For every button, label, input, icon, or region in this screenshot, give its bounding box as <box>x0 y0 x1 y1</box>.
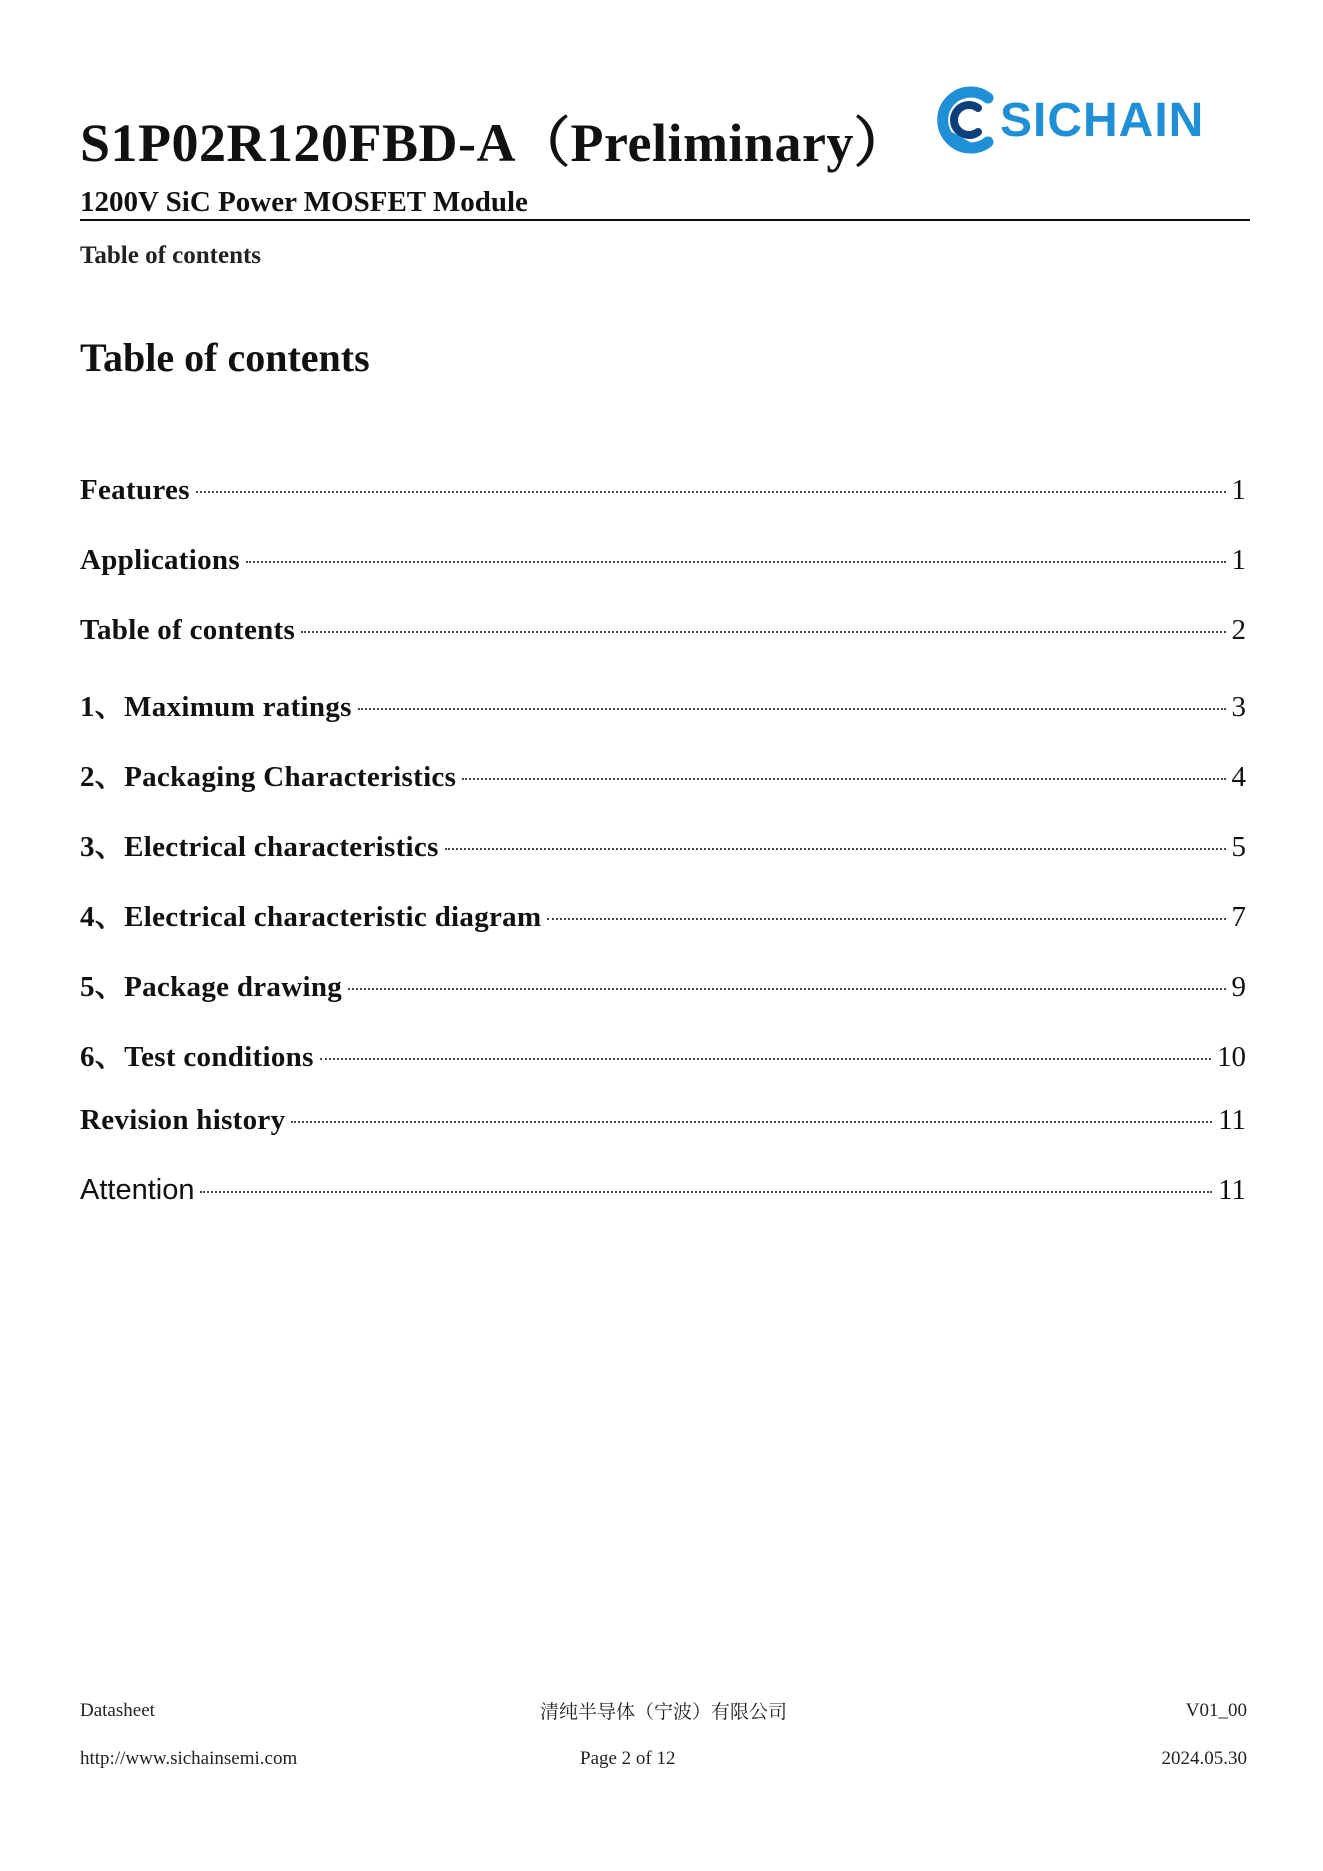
toc-entry-page: 9 <box>1231 971 1246 1003</box>
toc-entry-page: 7 <box>1231 901 1246 933</box>
toc-entry-packaging-characteristics[interactable] <box>80 754 1246 824</box>
dot-leader <box>301 631 1225 633</box>
toc-entry-page: 5 <box>1231 831 1246 863</box>
footer-version: V01_00 <box>1185 1700 1247 1721</box>
document-subtitle: 1200V SiC Power MOSFET Module <box>80 186 528 218</box>
footer-website-link[interactable]: http://www.sichainsemi.com <box>80 1748 298 1769</box>
toc-entry-electrical-characteristics[interactable] <box>80 824 1246 894</box>
running-section-label: Table of contents <box>80 242 262 269</box>
toc-list <box>80 474 1246 1244</box>
footer-page-number: Page 2 of 12 <box>580 1748 676 1769</box>
toc-entry-label: Applications <box>80 544 240 576</box>
toc-entry-page: 11 <box>1218 1174 1246 1206</box>
toc-entry-label: Table of contents <box>80 614 296 646</box>
toc-entry-label: 6、Test conditions <box>80 1041 314 1073</box>
toc-entry-label: 1、Maximum ratings <box>80 691 352 723</box>
dot-leader <box>320 1058 1211 1060</box>
dot-leader <box>462 778 1225 780</box>
document-title: S1P02R120FBD-A（Preliminary） <box>80 113 909 173</box>
logo-wordmark: SICHAIN <box>1000 94 1205 147</box>
footer-date: 2024.05.30 <box>1161 1748 1247 1769</box>
toc-entry-label: 2、Packaging Characteristics <box>80 761 457 793</box>
toc-entry-label: 5、Package drawing <box>80 971 343 1003</box>
toc-entry-page: 2 <box>1231 614 1246 646</box>
toc-entry-page: 1 <box>1231 474 1246 506</box>
toc-heading: Table of contents <box>80 335 370 380</box>
toc-entry-page: 10 <box>1217 1041 1246 1073</box>
dot-leader <box>291 1121 1212 1123</box>
toc-entry-page: 4 <box>1231 761 1246 793</box>
footer-company-name: 清纯半导体（宁波）有限公司 <box>540 1701 788 1723</box>
dot-leader <box>246 561 1226 563</box>
toc-entry-electrical-characteristic-diagram[interactable] <box>80 894 1246 964</box>
toc-entry-table-of-contents[interactable] <box>80 614 1246 684</box>
toc-entry-maximum-ratings[interactable] <box>80 684 1246 754</box>
toc-entry-attention[interactable] <box>80 1174 1246 1244</box>
dot-leader <box>196 491 1226 493</box>
toc-entry-label: Features <box>80 474 190 506</box>
dot-leader <box>445 848 1226 850</box>
company-logo <box>930 84 1230 156</box>
toc-entry-page: 11 <box>1218 1104 1246 1136</box>
dot-leader <box>358 708 1226 710</box>
toc-entry-page: 3 <box>1231 691 1246 723</box>
toc-entry-features[interactable] <box>80 474 1246 544</box>
dot-leader <box>547 918 1225 920</box>
dot-leader <box>348 988 1225 990</box>
toc-entry-applications[interactable] <box>80 544 1246 614</box>
toc-entry-label: Attention <box>80 1174 195 1206</box>
header-divider <box>80 219 1250 221</box>
sichain-logo-icon <box>943 92 988 148</box>
dot-leader <box>200 1191 1212 1193</box>
toc-entry-label: 3、Electrical characteristics <box>80 831 439 863</box>
toc-entry-package-drawing[interactable] <box>80 964 1246 1034</box>
toc-entry-page: 1 <box>1231 544 1246 576</box>
toc-entry-label: 4、Electrical characteristic diagram <box>80 901 542 933</box>
footer-doc-type: Datasheet <box>80 1700 155 1721</box>
toc-entry-label: Revision history <box>80 1104 286 1136</box>
toc-entry-revision-history[interactable] <box>80 1104 1246 1174</box>
toc-entry-test-conditions[interactable] <box>80 1034 1246 1104</box>
